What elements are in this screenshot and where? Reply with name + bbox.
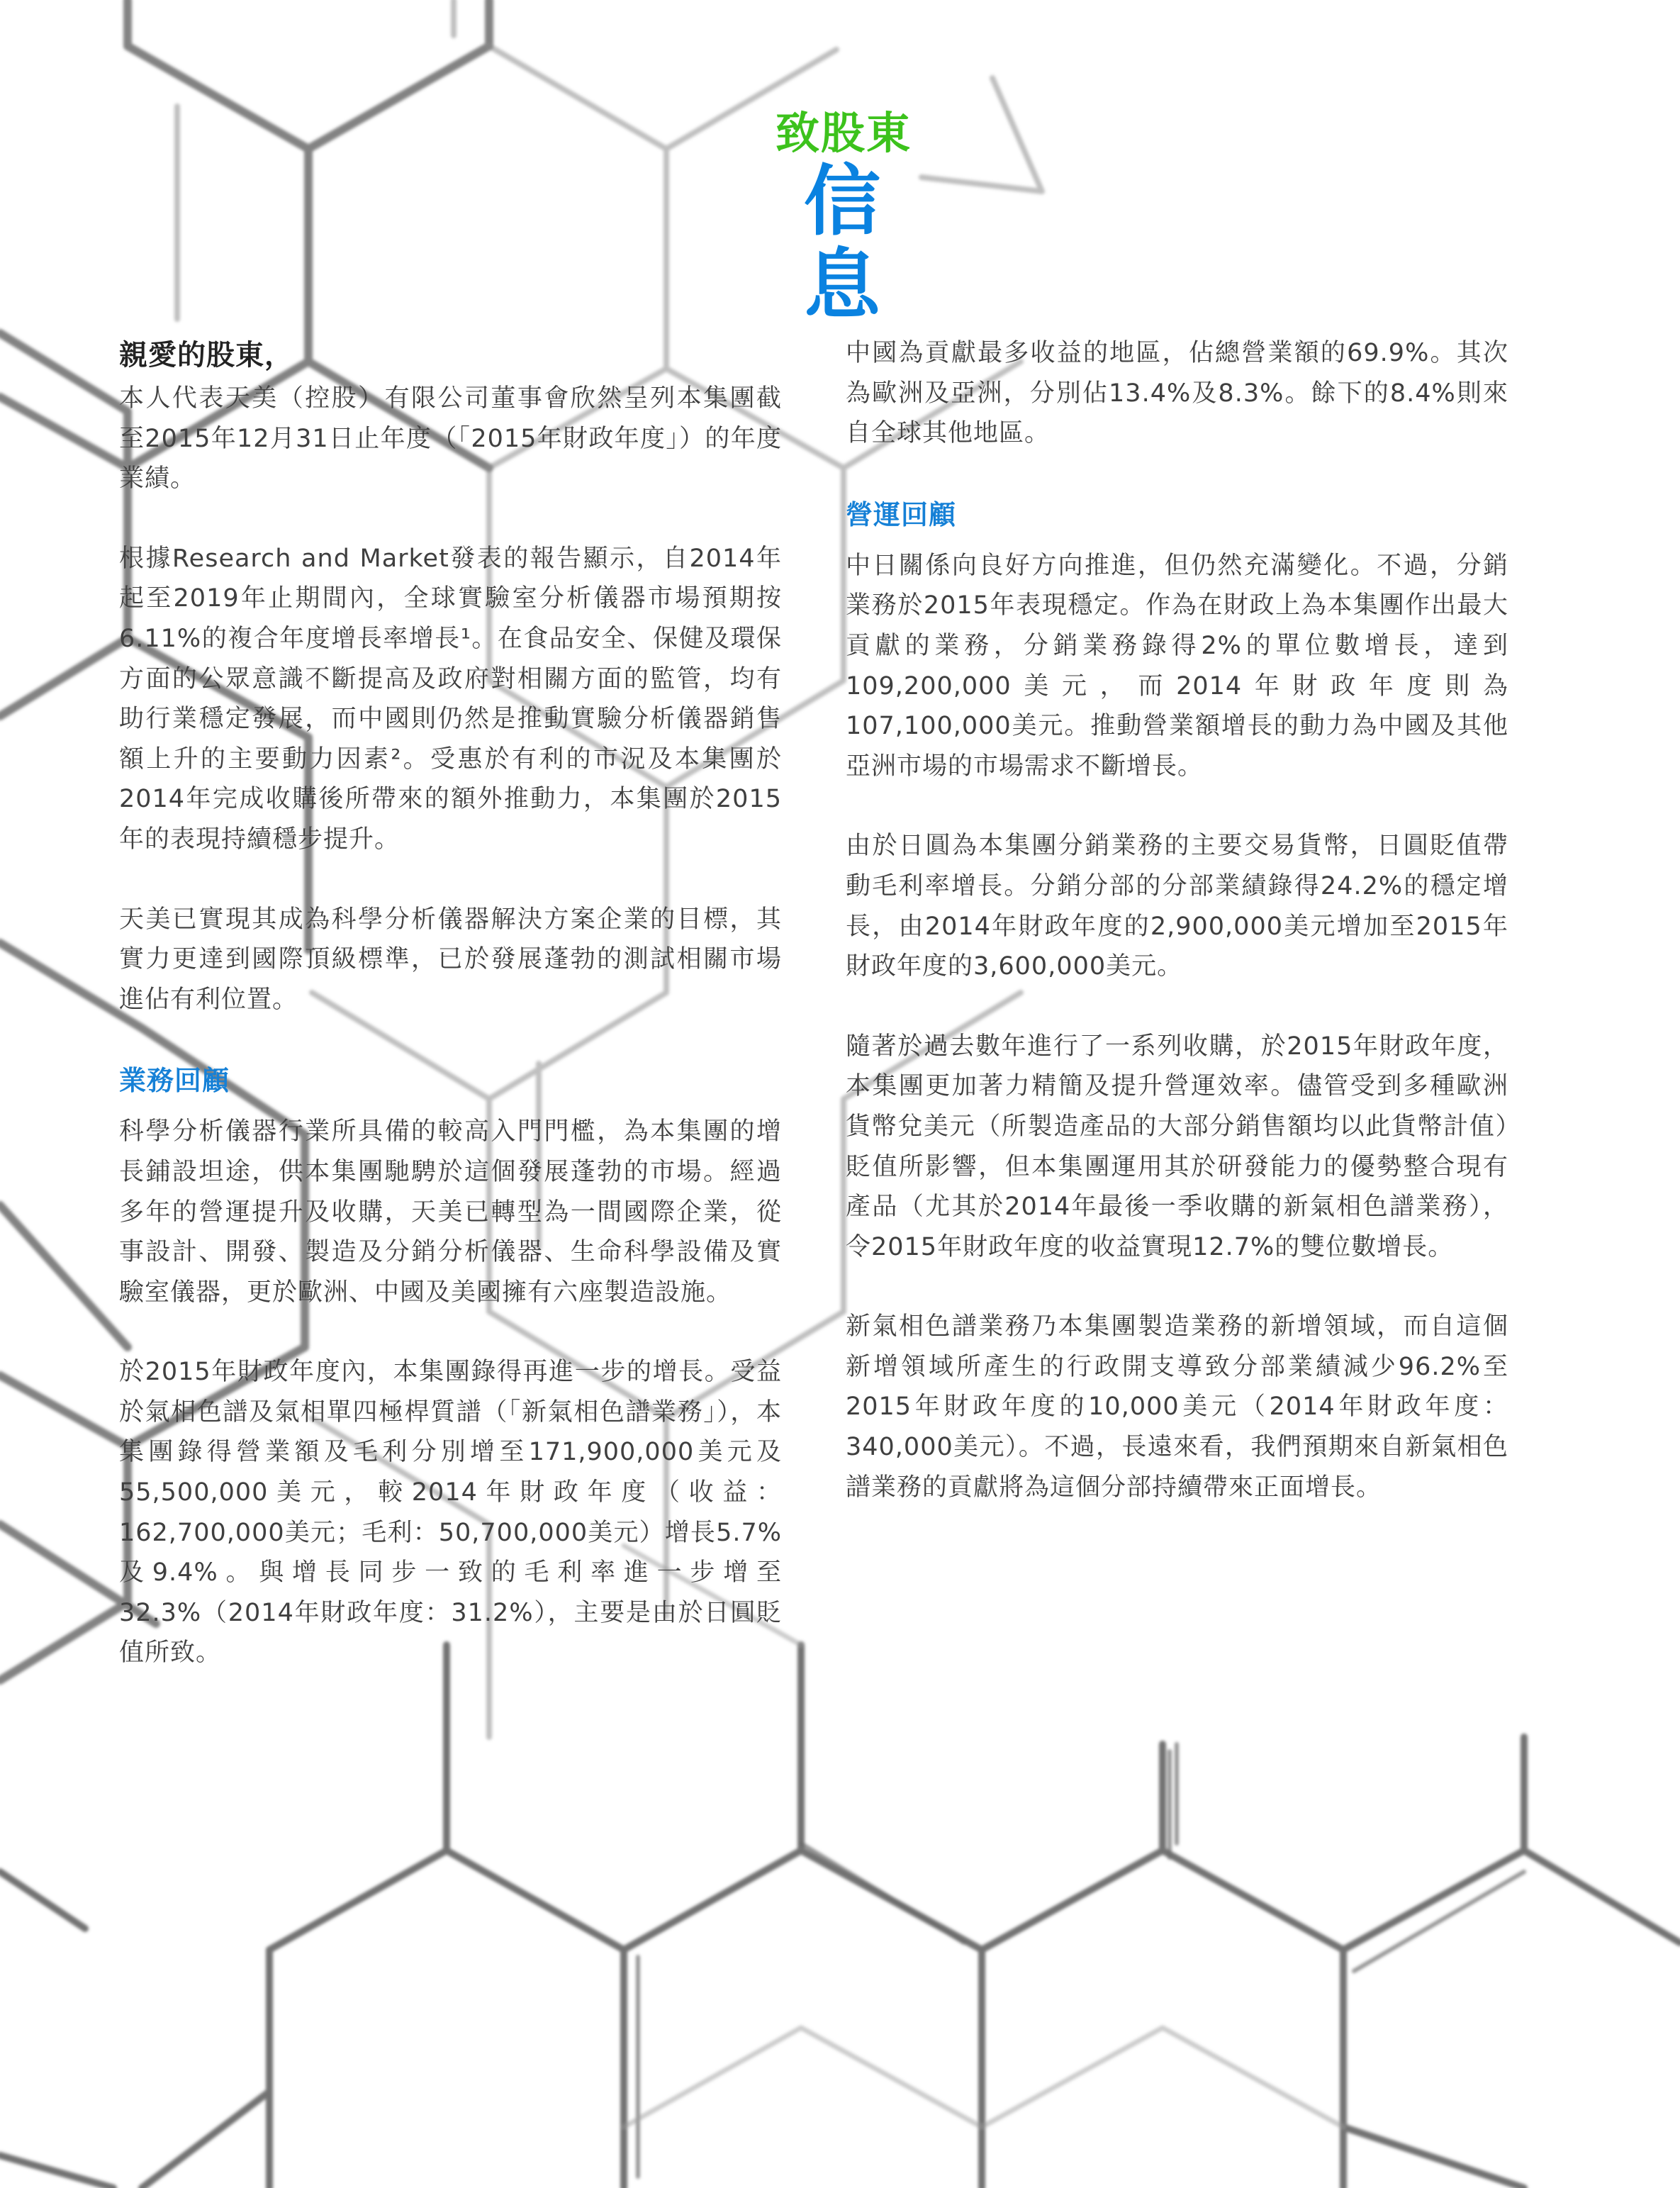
- paragraph: 由於日圓為本集團分銷業務的主要交易貨幣，日圓貶值帶動毛利率增長。分銷分部的分部業績錄得24.2%的穩定增長，由2014年財政年度的2,900,000美元增加至2015年財政年度的3,600,000美元。: [846, 832, 1508, 981]
- right-column: [846, 333, 1508, 1547]
- left-column: [119, 333, 782, 1713]
- paragraph: 科學分析儀器行業所具備的較高入門門檻，為本集團的增長鋪設坦途，供本集團馳騁於這個發展蓬勃的市場。經過多年的營運提升及收購，天美已轉型為一間國際企業，從事設計、開發、製造及分銷分析儀器、生命科學設備及實驗室儀器，更於歐洲、中國及美國擁有六座製造設施。: [119, 1117, 782, 1307]
- section-heading-business-review: 業務回顧: [119, 1065, 230, 1097]
- salutation: 親愛的股東，: [119, 339, 293, 372]
- paragraph: 中國為貢獻最多收益的地區，佔總營業額的69.9%。其次為歐洲及亞洲，分別佔13.4%及8.3%。餘下的8.4%則來自全球其他地區。: [846, 339, 1508, 448]
- paragraph: 本人代表天美（控股）有限公司董事會欣然呈列本集團截至2015年12月31日止年度（「2015年財政年度」）的年度業績。: [119, 384, 782, 493]
- paragraph: 根據Research and Market發表的報告顯示，自2014年起至2019年止期間內，全球實驗室分析儀器市場預期按6.11%的複合年度增長率增長¹。在食品安全、保健及環保方面的公眾意識不斷提高及政府對相關方面的監管，均有助行業穩定發展，而中國則仍然是推動實驗分析儀器銷售額上升的主要動力因素²。受惠於有利的市況及本集團於2014年完成收購後所帶來的額外推動力，本集團於2015年的表現持續穩步提升。: [119, 544, 782, 854]
- paragraph: 中日關係向良好方向推進，但仍然充滿變化。不過，分銷業務於2015年表現穩定。作為在財政上為本集團作出最大貢獻的業務，分銷業務錄得2%的單位數增長，達到109,200,000美元，而2014年財政年度則為107,100,000美元。推動營業額增長的動力為中國及其他亞洲市場的市場需求不斷增長。: [846, 551, 1508, 781]
- paragraph: 隨著於過去數年進行了一系列收購，於2015年財政年度，本集團更加著力精簡及提升營運效率。儘管受到多種歐洲貨幣兌美元（所製造產品的大部分銷售額均以此貨幣計值）貶值所影響，但本集團運用其於研發能力的優勢整合現有產品（尤其於2014年最後一季收購的新氣相色譜業務），令2015年財政年度的收益實現12.7%的雙位數增長。: [846, 1032, 1508, 1261]
- title-to-shareholders: 致股東: [775, 107, 912, 159]
- section-heading-operations-review: 營運回顧: [846, 498, 957, 530]
- title-message: 信息: [803, 157, 883, 330]
- paragraph: 天美已實現其成為科學分析儀器解決方案企業的目標，其實力更達到國際頂級標準，已於發展蓬勃的測試相關市場進佔有利位置。: [119, 905, 782, 1014]
- page-header: [766, 106, 922, 328]
- paragraph: 於2015年財政年度內，本集團錄得再進一步的增長。受益於氣相色譜及氣相單四極桿質譜（「新氣相色譜業務」），本集團錄得營業額及毛利分別增至171,900,000美元及55,500,000美元，較2014年財政年度（收益：162,700,000美元；毛利：50,700,000美元）增長5.7%及9.4%。與增長同步一致的毛利率進一步增至32.3%（2014年財政年度：31.2%），主要是由於日圓貶值所致。: [119, 1358, 782, 1668]
- paragraph: 新氣相色譜業務乃本集團製造業務的新增領域，而自這個新增領域所產生的行政開支導致分部業績減少96.2%至2015年財政年度的10,000美元（2014年財政年度：340,000美元）。不過，長遠來看，我們預期來自新氣相色譜業務的貢獻將為這個分部持續帶來正面增長。: [846, 1312, 1508, 1502]
